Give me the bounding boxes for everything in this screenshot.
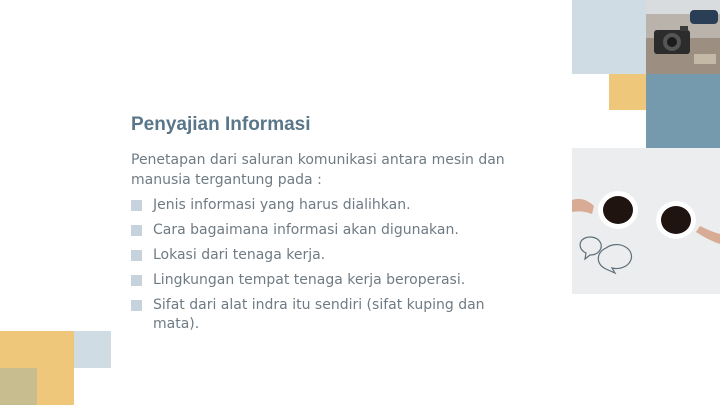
bullet-list <box>131 196 521 340</box>
decor-block-olive-bottom <box>0 368 37 405</box>
bullet-item <box>131 246 521 265</box>
bullet-item <box>131 221 521 240</box>
bullet-text: Sifat dari alat indra itu sendiri (sifat kuping dan mata). <box>153 297 485 332</box>
decor-block-lightblue-bottom <box>74 331 111 368</box>
bullet-text: Lingkungan tempat tenaga kerja beroperasi. <box>153 272 466 288</box>
bullet-square-icon <box>131 300 142 311</box>
bullet-item <box>131 271 521 290</box>
decor-block-steel <box>646 74 720 148</box>
camera-photo-image <box>646 0 720 74</box>
slide-title: Penyajian Informasi <box>131 114 311 135</box>
coffee-cups-photo <box>572 148 720 294</box>
coffee-cups-image <box>572 148 720 294</box>
bullet-square-icon <box>131 225 142 236</box>
slide-intro-text: Penetapan dari saluran komunikasi antara mesin dan manusia tergantung pada : <box>131 152 505 188</box>
bullet-text: Jenis informasi yang harus dialihkan. <box>153 197 411 213</box>
bullet-text: Cara bagaimana informasi akan digunakan. <box>153 222 459 238</box>
camera-photo <box>646 0 720 74</box>
decor-block-lightblue-top <box>572 0 646 74</box>
bullet-square-icon <box>131 275 142 286</box>
bullet-item <box>131 296 521 334</box>
decor-block-yellow-top <box>609 74 646 110</box>
bullet-square-icon <box>131 250 142 261</box>
bullet-square-icon <box>131 200 142 211</box>
bullet-item <box>131 196 521 215</box>
bullet-text: Lokasi dari tenaga kerja. <box>153 247 326 263</box>
